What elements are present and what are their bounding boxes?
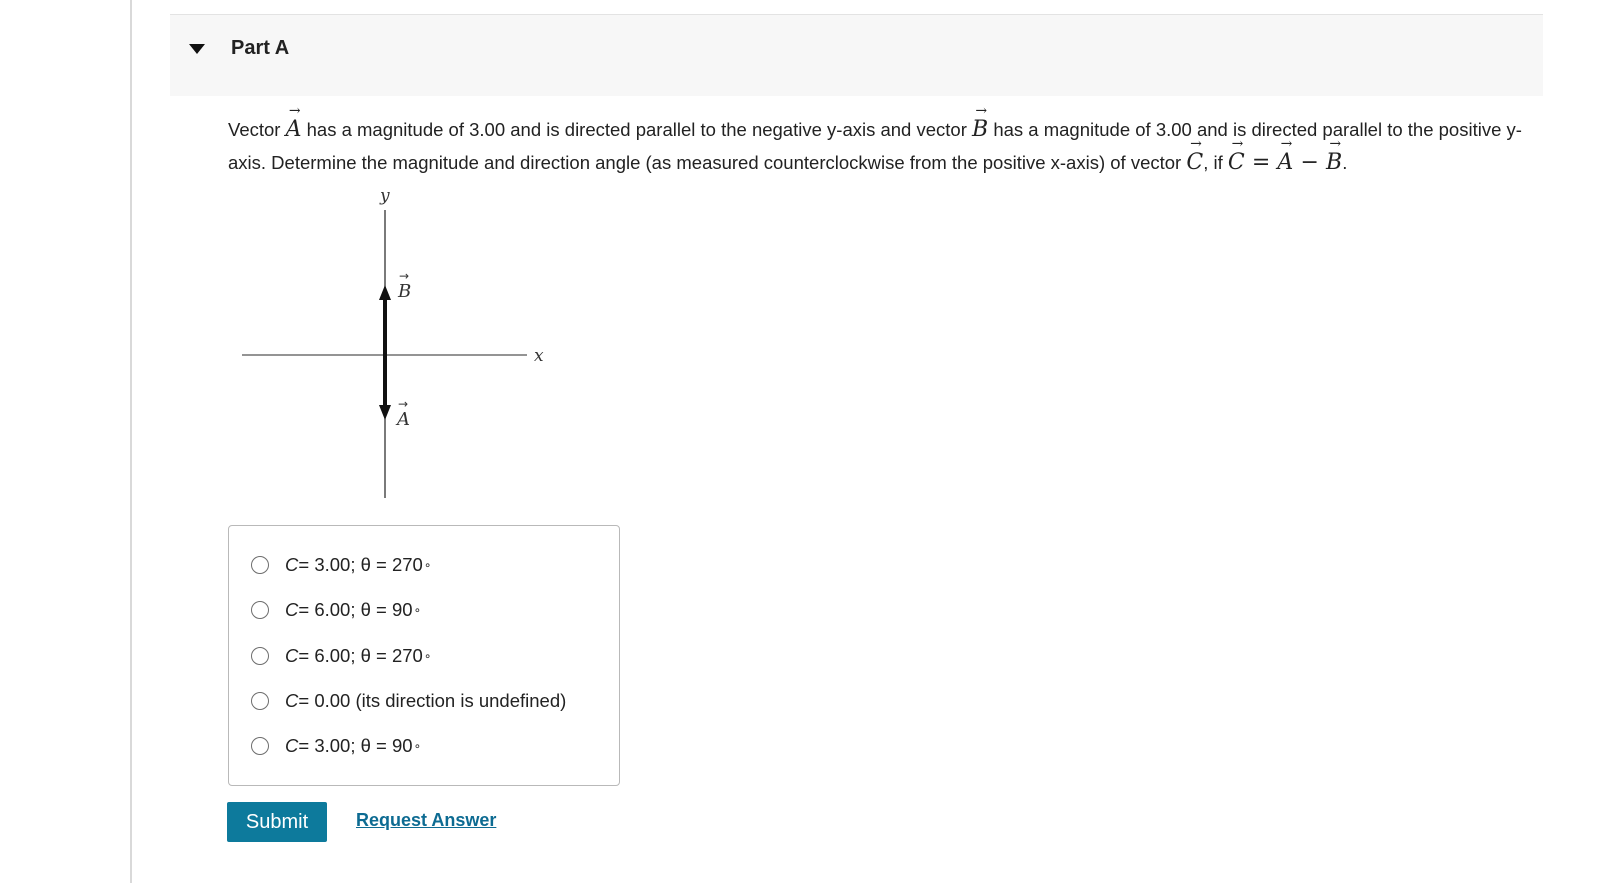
equation-c: → C	[1227, 136, 1245, 175]
radio-button[interactable]	[251, 556, 269, 574]
equals-sign: =	[1251, 150, 1271, 175]
vector-b-symbol: → B	[972, 103, 989, 142]
vector-c-symbol: → C	[1186, 136, 1204, 175]
vector-a-symbol: → A	[285, 103, 302, 142]
choice-option-2[interactable]: C = 6.00; θ = 90 ∘	[251, 595, 421, 625]
equation-b: → B	[1326, 136, 1343, 175]
radio-button[interactable]	[251, 692, 269, 710]
vector-a-arrowhead	[379, 405, 391, 420]
vector-a-label-arrow: →	[398, 397, 409, 411]
submit-button[interactable]: Submit	[227, 802, 327, 842]
vector-diagram	[232, 182, 562, 507]
vector-b-label-arrow: →	[399, 269, 410, 283]
answer-choices	[228, 525, 620, 786]
choice-option-5[interactable]: C = 3.00; θ = 90 ∘	[251, 731, 421, 761]
part-title: Part A	[231, 37, 290, 59]
choice-option-1[interactable]: C = 3.00; θ = 270 ∘	[251, 550, 431, 580]
minus-sign: −	[1300, 150, 1319, 175]
vector-b-arrowhead	[379, 285, 391, 300]
vector-a-label: A	[397, 409, 410, 430]
part-header[interactable]	[170, 15, 1543, 96]
caret-down-icon[interactable]	[188, 43, 206, 55]
radio-button[interactable]	[251, 647, 269, 665]
question-text: Vector → A has a magnitude of 3.00 and is directed parallel to the negative y-axis and vector → B has a magnitude of 3.00 and is directed parallel to the positive y-axis. Determine the magnitude and direction angle (as measured counterclockwise from the positive x-axis) of vector → C, if → C = → A − → B.	[228, 112, 1548, 178]
radio-button[interactable]	[251, 737, 269, 755]
radio-button[interactable]	[251, 601, 269, 619]
vector-b-label: B	[398, 281, 412, 302]
request-answer-link[interactable]: Request Answer	[356, 810, 497, 830]
y-axis-label: y	[380, 186, 390, 206]
x-axis-label: x	[534, 346, 544, 366]
choice-option-4[interactable]: C = 0.00 (its direction is undefined)	[251, 686, 567, 716]
equation-a: → A	[1277, 136, 1294, 175]
left-rail-divider	[130, 0, 132, 883]
choice-option-3[interactable]: C = 6.00; θ = 270 ∘	[251, 641, 431, 671]
